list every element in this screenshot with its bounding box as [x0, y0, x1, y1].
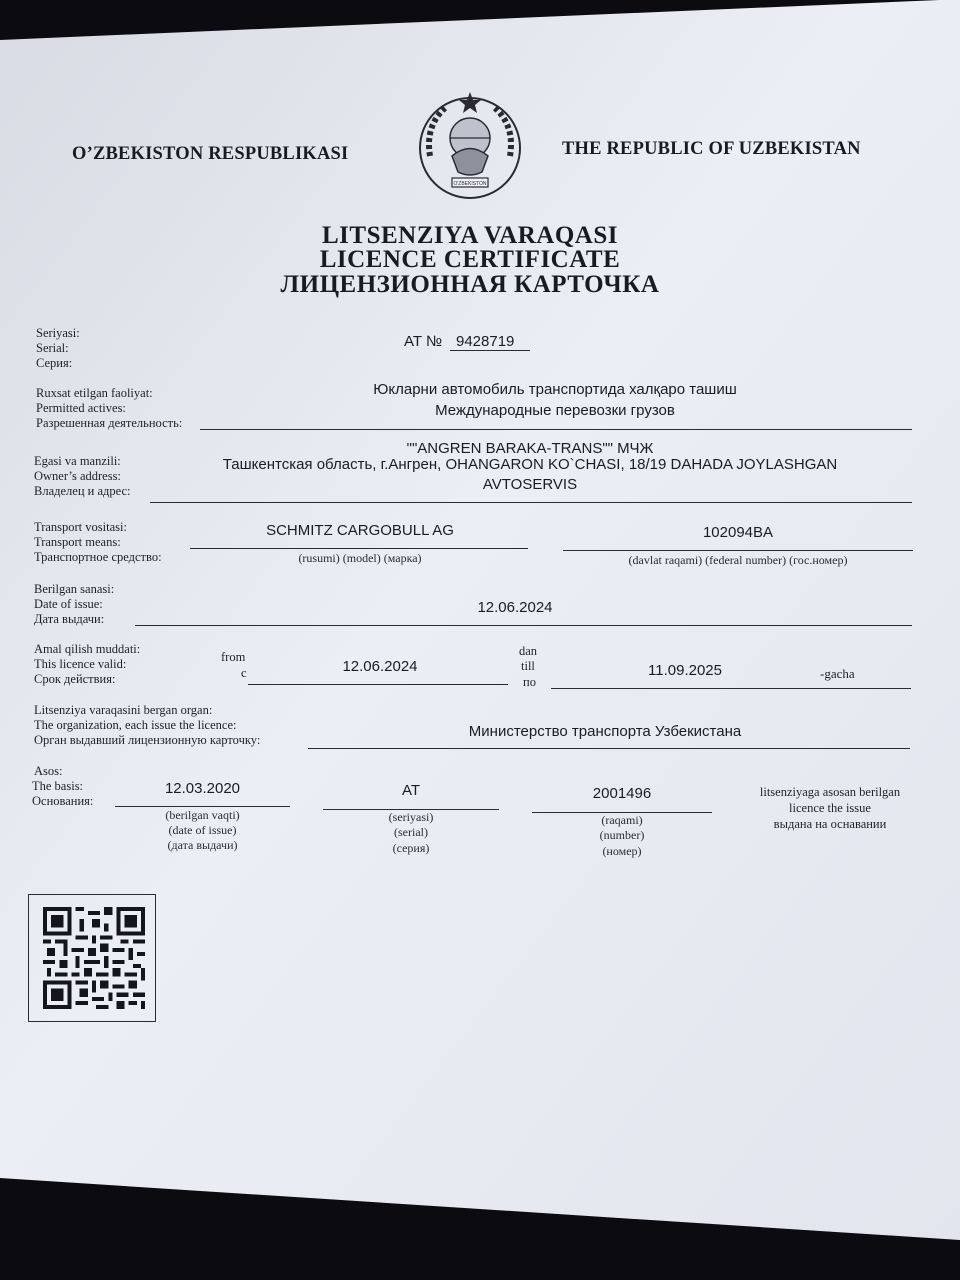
validity-label-ru: Срок действия:: [34, 672, 116, 686]
basis-date-underline: [115, 806, 290, 807]
basis-note-ru: выдана на оснавании: [773, 817, 887, 831]
svg-text:O'ZBEKISTON: O'ZBEKISTON: [453, 181, 487, 187]
transport-label-uz: Transport vositasi:: [34, 520, 127, 534]
transport-plate: 102094BA: [702, 524, 774, 541]
organ-label-ru: Орган выдавший лицензионную карточку:: [34, 733, 261, 747]
validity-till-uz: dan: [519, 644, 538, 658]
basis-number-value: 2001496: [592, 785, 652, 802]
basis-number-caption-uz: (raqami): [601, 813, 643, 827]
basis-number-caption-ru: (номер): [602, 844, 642, 858]
owner-label-uz: Egasi va manzili:: [34, 454, 121, 468]
basis-serial-caption-ru: (серия): [392, 841, 430, 855]
basis-label-uz: Asos:: [34, 764, 63, 778]
organ-label-uz: Litsenziya varaqasini bergan organ:: [34, 703, 213, 717]
serial-number: 9428719: [456, 333, 515, 350]
validity-from-underline: [248, 684, 508, 685]
serial-prefix: AT №: [404, 333, 443, 350]
owner-address-line2: AVTOSERVIS: [482, 476, 578, 493]
header-left: O’ZBEKISTON RESPUBLIKASI: [72, 144, 349, 164]
owner-label-ru: Владелец и адрес:: [34, 484, 131, 498]
validity-label-en: This licence valid:: [34, 657, 127, 671]
serial-label-en: Serial:: [36, 341, 69, 355]
basis-note-en: licence the issue: [789, 801, 871, 815]
validity-till-ru: по: [523, 675, 536, 689]
basis-number-caption-en: (number): [599, 828, 645, 842]
owner-name: ""ANGREN BARAKA-TRANS"" МЧЖ: [406, 440, 654, 457]
validity-from-en: from: [221, 650, 246, 664]
issue-underline: [135, 625, 912, 626]
owner-address-line1: Ташкентская область, г.Ангрен, OHANGARON KO`CHASI, 18/19 DAHADA JOYLASHGAN: [222, 456, 838, 473]
transport-plate-underline: [563, 550, 913, 551]
basis-label-ru: Основания:: [32, 794, 94, 808]
issue-label-ru: Дата выдачи:: [34, 612, 105, 626]
basis-note-uz: litsenziyaga asosan berilgan: [759, 785, 901, 799]
validity-till-value: 11.09.2025: [648, 662, 722, 679]
activity-label-uz: Ruxsat etilgan faoliyat:: [36, 386, 153, 400]
transport-model-underline: [190, 548, 528, 549]
header-right: THE REPUBLIC OF UZBEKISTAN: [562, 139, 861, 159]
serial-underline: [450, 350, 530, 351]
validity-till-en: till: [521, 659, 535, 673]
issue-label-uz: Berilgan sanasi:: [34, 582, 115, 596]
basis-serial-caption-en: (serial): [394, 825, 428, 839]
basis-date-caption-uz: (berilgan vaqti): [165, 808, 240, 822]
basis-serial-value: AT: [401, 782, 421, 799]
basis-date-caption-en: (date of issue): [168, 823, 237, 837]
activity-underline: [200, 429, 912, 430]
activity-label-en: Permitted actives:: [36, 401, 126, 415]
validity-till-underline: [551, 688, 911, 689]
owner-label-en: Owner’s address:: [34, 469, 121, 483]
owner-underline: [150, 502, 912, 503]
serial-label-uz: Seriyasi:: [36, 326, 80, 340]
transport-model: SCHMITZ CARGOBULL AG: [266, 522, 454, 539]
basis-serial-caption-uz: (seriyasi): [388, 810, 434, 824]
qr-code-icon: [43, 907, 145, 1009]
state-emblem-icon: [410, 86, 530, 206]
validity-suffix: -gacha: [820, 666, 855, 681]
transport-plate-caption: (davlat raqami) (federal number) (гос.номер): [628, 553, 848, 567]
serial-label-ru: Серия:: [36, 356, 73, 370]
organ-value: Министерство транспорта Узбекистана: [468, 723, 742, 740]
activity-label-ru: Разрешенная деятельность:: [36, 416, 183, 430]
title-ru: ЛИЦЕНЗИОННАЯ КАРТОЧКА: [280, 271, 660, 298]
organ-label-en: The organization, each issue the licence:: [34, 718, 237, 732]
validity-from-value: 12.06.2024: [342, 658, 418, 675]
basis-date-caption-ru: (дата выдачи): [167, 838, 238, 852]
validity-label-uz: Amal qilish muddati:: [34, 642, 141, 656]
title-uz: LITSENZIYA VARAQASI: [322, 222, 618, 249]
issue-date-value: 12.06.2024: [477, 599, 553, 616]
organ-underline: [308, 748, 910, 749]
transport-label-en: Transport means:: [34, 535, 121, 549]
issue-label-en: Date of issue:: [34, 597, 103, 611]
title-en: LICENCE CERTIFICATE: [319, 246, 621, 273]
basis-date-value: 12.03.2020: [164, 780, 241, 797]
transport-label-ru: Транспортное средство:: [34, 550, 162, 564]
activity-value-ru: Международные перевозки грузов: [435, 402, 675, 419]
transport-model-caption: (rusumi) (model) (марка): [298, 551, 422, 565]
basis-label-en: The basis:: [32, 779, 84, 793]
activity-value-uz: Юкларни автомобиль транспортида халқаро ташиш: [373, 381, 737, 398]
validity-from-ru: с: [241, 666, 247, 680]
